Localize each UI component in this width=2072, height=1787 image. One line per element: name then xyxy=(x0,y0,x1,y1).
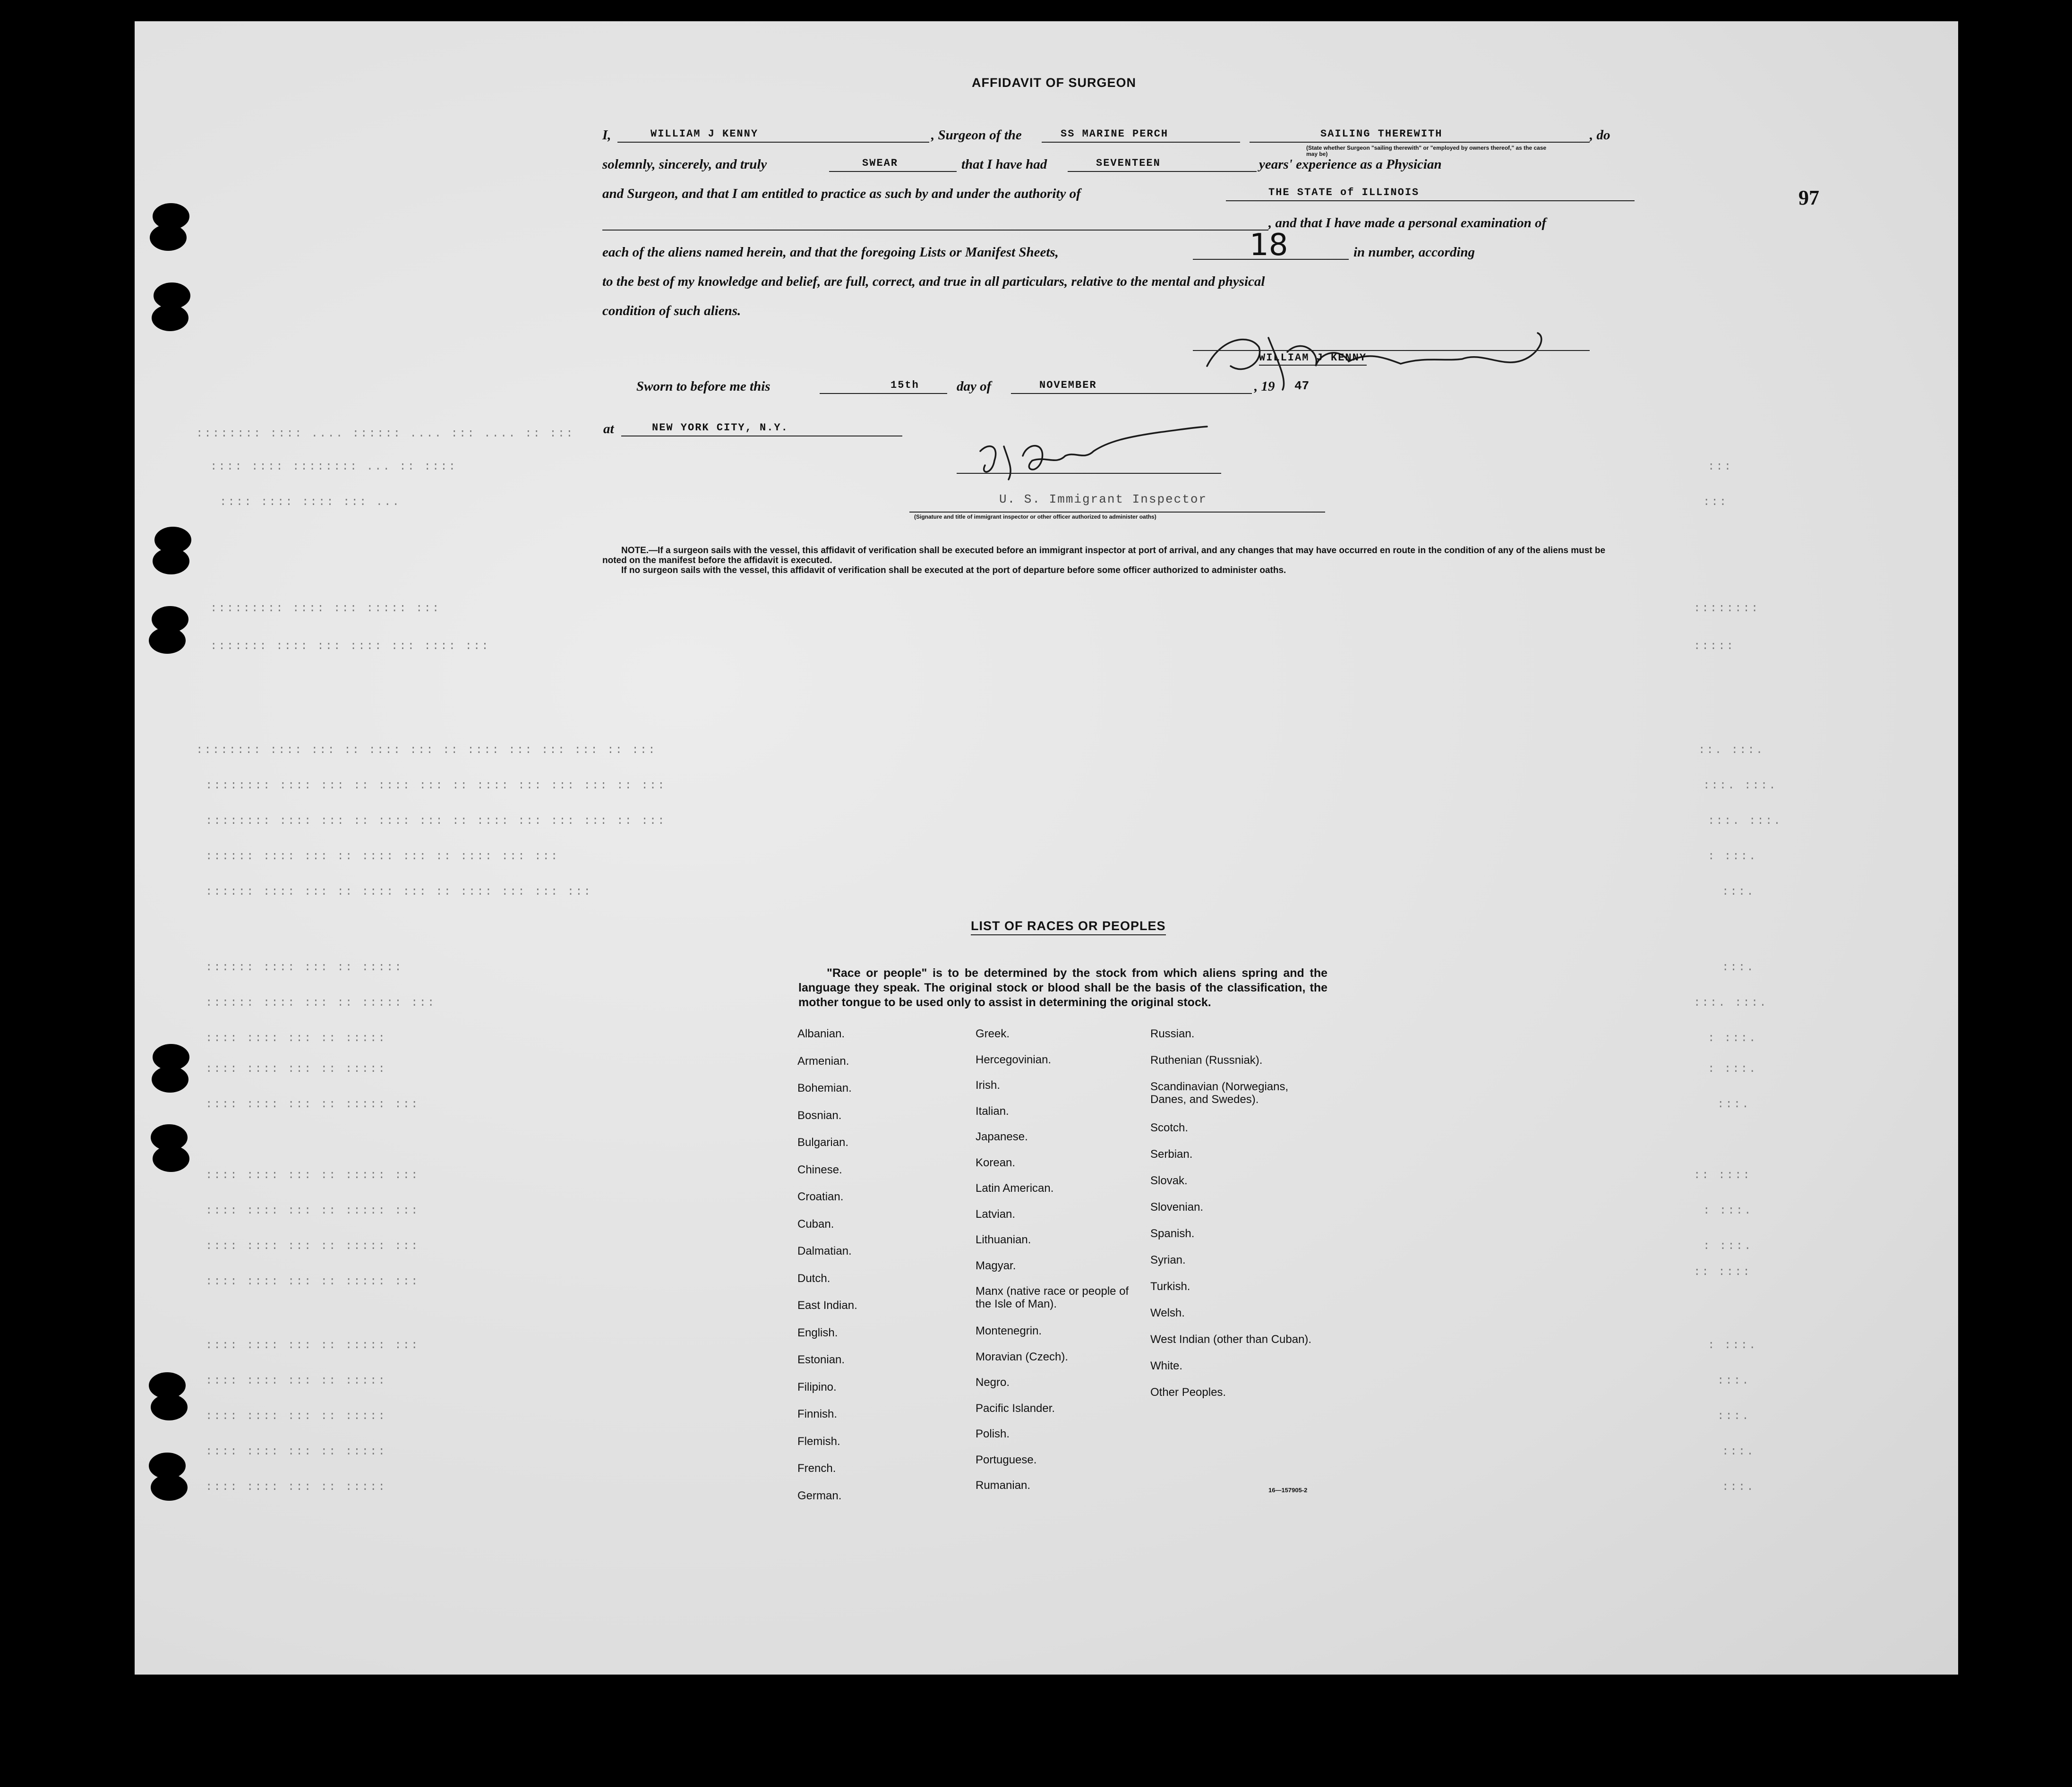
race-item: Turkish. xyxy=(1150,1280,1190,1293)
authority-field xyxy=(1226,186,1635,201)
race-item: Greek. xyxy=(976,1027,1010,1040)
day-of-label: day of xyxy=(957,379,992,394)
race-item: Lithuanian. xyxy=(976,1233,1031,1246)
affidavit-note-2: If no surgeon sails with the vessel, this affidavit of verification shall be executed at the port of departure before some officer authorized to administer oaths. xyxy=(621,565,1286,575)
race-item: Croatian. xyxy=(797,1190,844,1203)
sworn-day-field xyxy=(820,379,947,394)
sheet-count-field xyxy=(1193,228,1349,263)
signature-line xyxy=(1193,337,1590,351)
race-item: Finnish. xyxy=(797,1408,838,1420)
race-item: Pacific Islander. xyxy=(976,1402,1055,1415)
vessel-value: SS MARINE PERCH xyxy=(1061,128,1169,140)
race-item: Other Peoples. xyxy=(1150,1385,1226,1399)
year-suffix: 47 xyxy=(1294,379,1310,393)
race-item: Rumanian. xyxy=(976,1479,1031,1492)
punch-hole xyxy=(152,305,188,331)
race-item: Estonian. xyxy=(797,1353,845,1366)
races-intro: "Race or people" is to be determined by the stock from which aliens spring and the language they speak. The original stock or blood shall be the basis of the classification, the mother tongue to be used only to assist in determining the original stock. xyxy=(798,966,1327,1009)
sworn-label: Sworn to before me this xyxy=(636,379,771,394)
race-item: Russian. xyxy=(1150,1027,1195,1040)
race-item: Scotch. xyxy=(1150,1121,1189,1134)
authority-value: THE STATE of ILLINOIS xyxy=(1268,187,1420,198)
race-item: Slovenian. xyxy=(1150,1200,1204,1214)
line5-b: in number, according xyxy=(1353,245,1475,260)
inspector-signature-line xyxy=(957,461,1221,474)
inspector-title-line xyxy=(909,498,1325,513)
race-item: White. xyxy=(1150,1359,1183,1372)
inspector-caption: (Signature and title of immigrant inspector or other officer authorized to administer oaths) xyxy=(914,513,1156,520)
race-item: Bosnian. xyxy=(797,1109,842,1122)
oath-type-field xyxy=(829,157,957,172)
race-item: Filipino. xyxy=(797,1380,837,1394)
race-item: Moravian (Czech). xyxy=(976,1350,1069,1363)
inspector-signature xyxy=(971,423,1216,484)
i-label: I, xyxy=(602,128,611,143)
blank-line xyxy=(602,215,1268,231)
race-item: Japanese. xyxy=(976,1130,1028,1143)
punch-hole xyxy=(149,627,186,654)
do-label: , do xyxy=(1590,128,1610,143)
race-item: Manx (native race or people of the Isle of Man). xyxy=(976,1285,1129,1310)
race-item: Bulgarian. xyxy=(797,1136,849,1149)
punch-hole xyxy=(151,1474,188,1501)
race-item: Syrian. xyxy=(1150,1253,1186,1266)
line2-c: years' experience as a Physician xyxy=(1259,157,1442,172)
sworn-month-value: NOVEMBER xyxy=(1039,379,1097,391)
race-item: Portuguese. xyxy=(976,1453,1037,1466)
punch-hole xyxy=(151,1394,188,1420)
race-item: English. xyxy=(797,1326,838,1339)
race-item: Hercegovinian. xyxy=(976,1053,1052,1066)
line2-a: solemnly, sincerely, and truly xyxy=(602,157,767,172)
years-field xyxy=(1068,157,1257,172)
line3-a: and Surgeon, and that I am entitled to practice as such by and under the authority of xyxy=(602,186,1081,201)
form-number: 16—157905-2 xyxy=(1268,1487,1308,1494)
race-item: Negro. xyxy=(976,1376,1010,1389)
race-item: Latvian. xyxy=(976,1207,1016,1221)
document-page: :::::::: :::: .... :::::: .... ::: .... :: ::: :::: :::: :::::::: ... :: :::: :::: :::: :::: ::: ... ::::::::: :::: ::: ::::: ::: ::::::: :::: ::: :::: ::: :::: ::: :::::::: :::: ::: :: :::: ::: :: :::: ::: ::: ::: :: ::: :::::::: :::: ::: :: :::: ::: :: :::: ::: ::: ::: :: ::: :::::::: :::: ::: :: :::: ::: :: :::: ::: ::: ::: :: ::: :::::: :::: ::: :: :::: ::: :: :::: ::: ::: :::::: :::: ::: :: :::: ::: :: :::: ::: ::: ::: :::::: :::: ::: :: ::::: :::::: :::: ::: :: ::::: ::: :::: :::: ::: :: ::::: :::: :::: ::: :: ::::: :::: :::: ::: :: ::::: ::: :::: :::: ::: :: ::::: ::: :::: :::: ::: :: ::::: ::: :::: :::: ::: :: ::::: ::: :::: :::: ::: :: ::::: ::: :::: :::: ::: :: ::::: ::: :::: :::: ::: :: ::::: :::: :::: ::: :: ::::: :::: :::: ::: :: ::::: :::: :::: ::: :: ::::: ::: ::: :::::::: ::::: ::. :::. :::. :::. :::. :::. : :::. :::. :::. :::. :::. : :::. : :::. :::. :: :::: : :::. : :::. :: :::: : :::. :::. :::. :::. :::. 97 AFFIDAVIT OF SURGEON I, WILLIAM J KENNY , Surgeon of the SS MARINE PERCH SAILING THEREWITH , do (State whether Surgeon "sailing therewith" or "employed by owners thereof," as the case may be) solemnly, sincerely, and truly SWEAR that I have had SEVENTEEN years' experience as a Physician and Surgeon, and that I am entitled to practice as such by and under the authority of THE STATE of ILLINOIS , and that I have made a personal examination of each of the aliens named herein, and that the foregoing Lists or Manifest Sheets, 18 in number, according to the best of my knowledge and belief, are full, correct, and true in all particulars, relative to the mental and physical condition of such aliens. WILLIAM J KENNY Sworn to before me this 15th day of NOVEMBER , 19 47 at NEW YORK CITY, N.Y. U. S. Immigrant Inspector (Signature and title of immigrant inspector or other officer authorized to administer oaths) NOTE.—If a surgeon sails with the vessel, this affidavit of verification shall be executed before an immigrant inspector at port of arrival, and any changes that may have occurred en route in the condition of any of the aliens must be noted on the manifest before the affidavit is executed. If no surgeon sails with the vessel, this affidavit of verification shall be executed at the port of departure before some officer authorized to administer oaths. LIST OF RACES OR PEOPLES "Race or people" is to be determined by the stock from which aliens spring and the language they speak. The original stock or blood shall be the basis of the classification, the mother tongue to be used only to assist in determining the original stock. Albanian. Armenian. Bohemian. Bosnian. Bulgarian. Chinese. Croatian. Cuban. Dalmatian. Dutch. East Indian. English. Estonian. Filipino. Finnish. Flemish. French. German. Greek. Hercegovinian. Irish. Italian. Japanese. Korean. Latin American. Latvian. Lithuanian. Magyar. Manx (native race or people of the Isle of Man). Montenegrin. Moravian (Czech). Negro. Pacific Islander. Polish. Portuguese. Rumanian. Russian. Ruthenian (Russniak). Scandinavian (Norwegians, Danes, and Swedes). Scotch. Serbian. Slovak. Slovenian. Spanish. Syrian. Turkish. Welsh. West Indian (other than Cuban). White. Other Peoples. 16—157905-2 xyxy=(135,21,1958,1675)
race-item: Magyar. xyxy=(976,1259,1016,1272)
race-item: Cuban. xyxy=(797,1217,834,1231)
race-item: Bohemian. xyxy=(797,1082,852,1094)
line2-b: that I have had xyxy=(961,157,1047,172)
race-item: Albanian. xyxy=(797,1027,845,1040)
sailing-field xyxy=(1250,128,1590,143)
oath-type-value: SWEAR xyxy=(862,157,899,169)
surgeon-name-value: WILLIAM J KENNY xyxy=(651,128,759,140)
race-item: Welsh. xyxy=(1150,1306,1185,1319)
race-item: Korean. xyxy=(976,1156,1016,1169)
typed-signature: WILLIAM J KENNY xyxy=(1259,352,1367,366)
punch-hole xyxy=(153,548,189,574)
at-label: at xyxy=(603,421,614,436)
affidavit-note: NOTE.—If a surgeon sails with the vessel, this affidavit of verification shall be executed before an immigrant inspector at port of arrival, and any changes that may have occurred en route in the condition of any of the aliens must be noted on the manifest before the affidavit is executed. xyxy=(602,546,1606,565)
inspector-title: U. S. Immigrant Inspector xyxy=(999,492,1207,506)
race-item: German. xyxy=(797,1489,842,1502)
punch-hole xyxy=(152,1066,188,1093)
race-item: East Indian. xyxy=(797,1299,857,1312)
punch-hole xyxy=(153,1146,189,1172)
line5-a: each of the aliens named herein, and that the foregoing Lists or Manifest Sheets, xyxy=(602,245,1059,260)
race-item: Dutch. xyxy=(797,1272,831,1285)
sworn-place-field xyxy=(621,421,902,436)
sheet-count-value: 18 xyxy=(1250,228,1288,263)
race-item: Latin American. xyxy=(976,1182,1054,1195)
race-item: Armenian. xyxy=(797,1054,849,1068)
race-item: Polish. xyxy=(976,1428,1010,1441)
sailing-note: (State whether Surgeon "sailing therewith" or "employed by owners thereof," as the case may be) xyxy=(1306,145,1547,157)
race-item: West Indian (other than Cuban). xyxy=(1150,1333,1312,1346)
years-value: SEVENTEEN xyxy=(1096,157,1161,169)
sworn-month-field xyxy=(1011,379,1252,394)
race-item: Irish. xyxy=(976,1079,1001,1092)
surgeon-name-field xyxy=(617,128,929,143)
line7: condition of such aliens. xyxy=(602,303,741,318)
race-item: Ruthenian (Russniak). xyxy=(1150,1054,1263,1067)
race-item: Slovak. xyxy=(1150,1174,1188,1187)
race-item: French. xyxy=(797,1462,836,1475)
race-item: Spanish. xyxy=(1150,1227,1195,1240)
race-item: Flemish. xyxy=(797,1435,840,1448)
race-item: Montenegrin. xyxy=(976,1325,1042,1338)
page-number: 97 xyxy=(1798,186,1819,209)
race-item: Italian. xyxy=(976,1104,1009,1118)
race-item: Scandinavian (Norwegians, Danes, and Swedes). xyxy=(1150,1080,1289,1106)
race-item: Serbian. xyxy=(1150,1147,1193,1161)
race-item: Chinese. xyxy=(797,1163,842,1176)
punch-hole xyxy=(150,224,187,251)
line6: to the best of my knowledge and belief, are full, correct, and true in all particulars, relative to the mental and physical xyxy=(602,274,1265,289)
surgeon-of-label: , Surgeon of the xyxy=(931,128,1022,143)
sworn-day-value: 15th xyxy=(890,379,919,391)
sworn-place-value: NEW YORK CITY, N.Y. xyxy=(652,422,788,434)
affidavit-title: AFFIDAVIT OF SURGEON xyxy=(972,76,1136,90)
vessel-field xyxy=(1042,128,1240,143)
line4: , and that I have made a personal examination of xyxy=(1268,215,1547,231)
race-item: Dalmatian. xyxy=(797,1245,852,1257)
races-title: LIST OF RACES OR PEOPLES xyxy=(971,919,1166,935)
sailing-value: SAILING THEREWITH xyxy=(1320,128,1443,140)
year-prefix: , 19 xyxy=(1254,379,1275,394)
